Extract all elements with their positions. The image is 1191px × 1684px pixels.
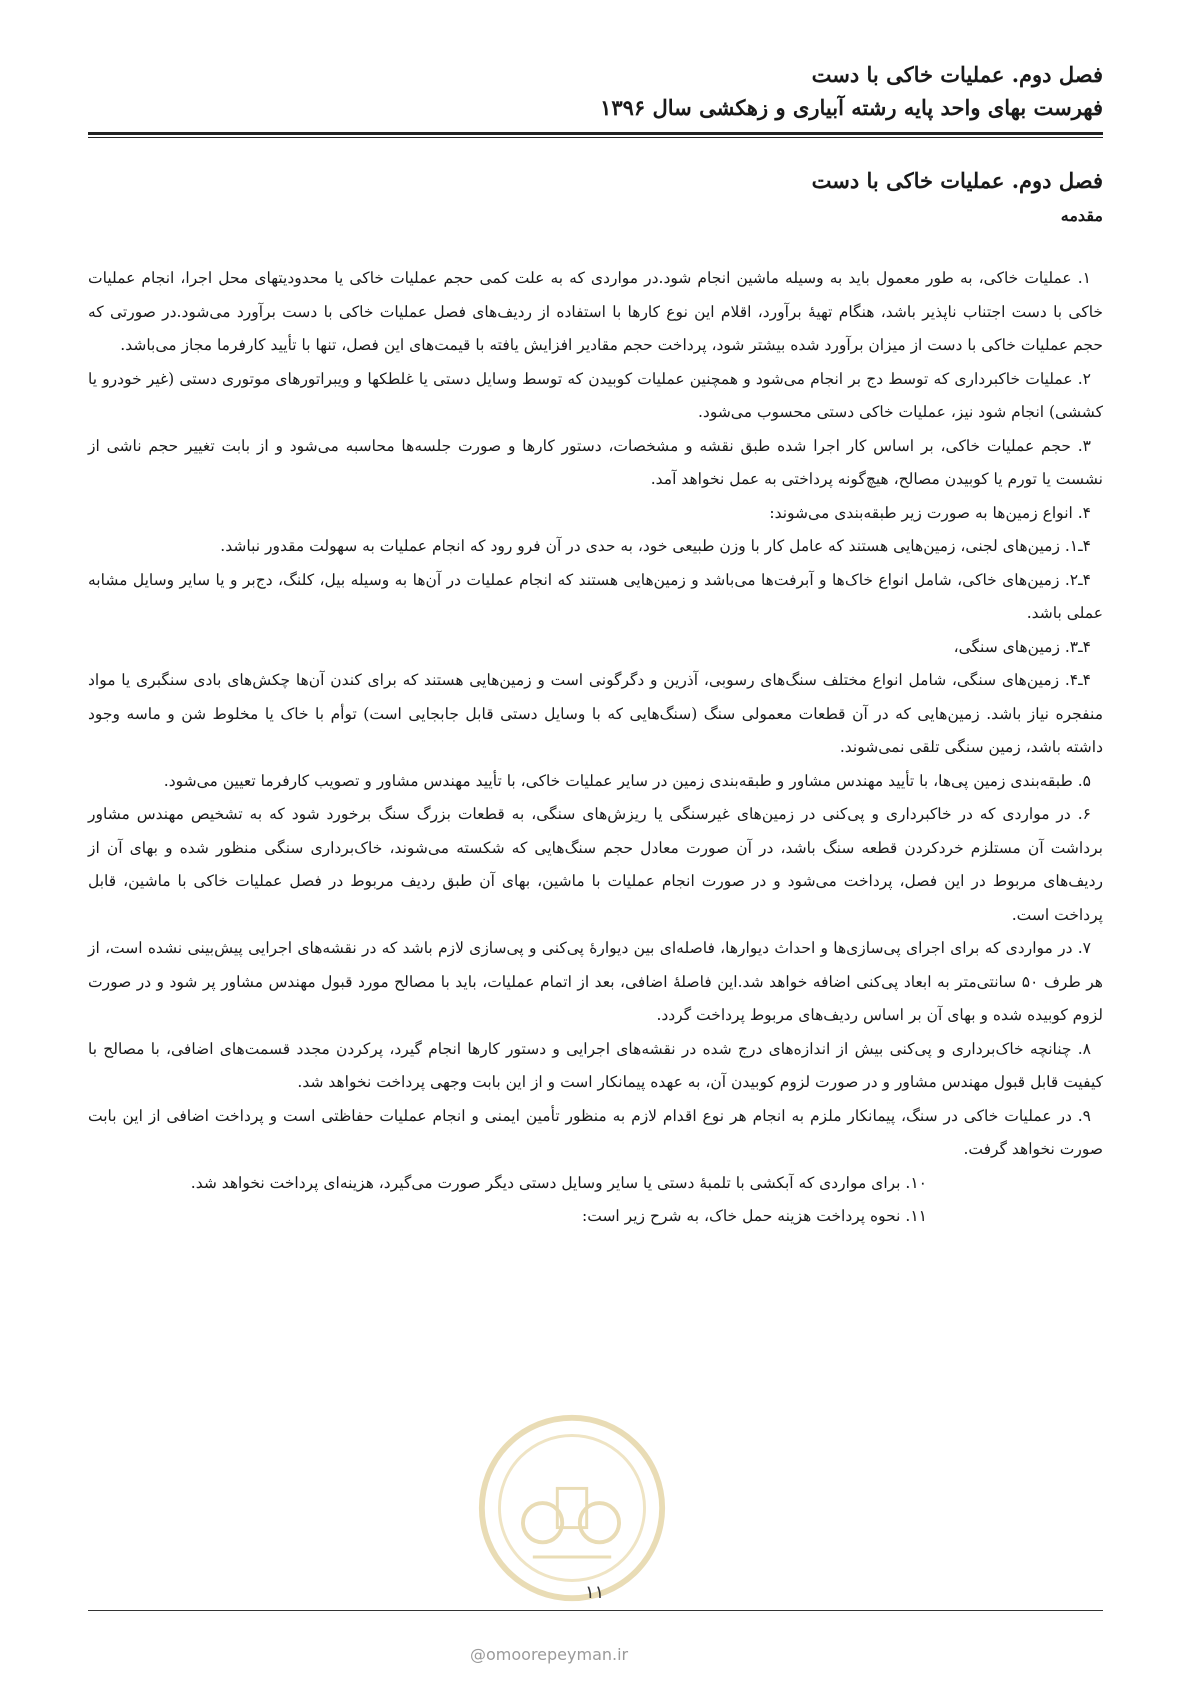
body-text: [88, 262, 1103, 1234]
paragraph: ۱۱. نحوه پرداخت هزینه حمل خاک، به شرح زیر است:: [582, 1207, 927, 1225]
section-subtitle: مقدمه: [1060, 206, 1103, 225]
header-chapter-title: فصل دوم. عملیات خاکی با دست: [811, 62, 1103, 87]
paragraph: ۹. در عملیات خاکی در سنگ، پیمانکار ملزم به انجام هر نوع اقدام لازم به منظور تأمین ایمنی و انجام عملیات حفاظتی است و پرداخت اضافی از این بابت صورت نخواهد گرفت.: [88, 1106, 1103, 1158]
paragraph: ۴ـ۳. زمین‌های سنگی،: [953, 637, 1091, 656]
watermark-logo-icon: [474, 1410, 670, 1606]
header-rule-thin: [88, 137, 1103, 138]
paragraph: ۲. عملیات خاکبرداری که توسط دج بر انجام می‌شود و همچنین عملیات کوبیدن که توسط وسایل دستی یا غلطکها و ویبراتورهای موتوری دستی (غیر خودرو یا کششی) انجام شود نیز، عملیات خاکی دستی محسوب می‌شود.: [88, 369, 1103, 421]
paragraph: ۴. انواع زمین‌ها به صورت زیر طبقه‌بندی می‌شوند:: [769, 503, 1091, 522]
watermark-site-text: @omoorepeyman.ir: [470, 1645, 629, 1664]
page-number: ۱۱: [585, 1582, 605, 1603]
section-title: فصل دوم. عملیات خاکی با دست: [811, 168, 1103, 193]
paragraph: ۶. در مواردی که در خاکبرداری و پی‌کنی در زمین‌های غیرسنگی یا ریزش‌های سنگی، به قطعات بزرگ سنگ برخورد شود که به تشخیص مهندس مشاور برداشت آن مستلزم خردکردن قطعه سنگ باشد، در آن صورت معادل حجم سنگ‌هایی که شکسته می‌شوند، خاک‌برداری سنگی منظور شده و بهای آن از ردیف‌های مربوط در این فصل، پرداخت می‌شود و در صورت انجام عملیات با ماشین، بهای آن طبق ردیف مربوط در فصل عملیات خاکی با ماشین، قابل پرداخت است.: [88, 805, 1103, 924]
paragraph: ۳. حجم عملیات خاکی، بر اساس کار اجرا شده طبق نقشه و مشخصات، دستور کارها و صورت جلسه‌ها محاسبه می‌شود و از بابت تغییر حجم ناشی از نشست یا تورم یا کوبیدن مصالح، هیچ‌گونه پرداختی به عمل نخواهد آمد.: [88, 436, 1103, 488]
paragraph: ۱. عملیات خاکی، به طور معمول باید به وسیله ماشین انجام شود.در مواردی که به علت کمی حجم عملیات خاکی یا محدودیتهای محل اجرا، انجام عملیات خاکی با دست اجتناب ناپذیر باشد، هنگام تهیهٔ برآورد، اقلام این نوع کارها با استفاده از ردیف‌های فصل عملیات خاکی با دست برآورد می‌شود.در صورتی که حجم عملیات خاکی با دست از میزان برآورد شده بیشتر شود، پرداخت حجم مقادیر افزایش یافته با قیمت‌های این فصل، تنها با تأیید کارفرما مجاز می‌باشد.: [88, 269, 1103, 354]
paragraph: ۷. در مواردی که برای اجرای پی‌سازی‌ها و احداث دیوارها، فاصله‌ای بین دیوارهٔ پی‌کنی و پی‌سازی لازم باشد که در نقشه‌های اجرایی پیش‌بینی نشده است، از هر طرف ۵۰ سانتی‌متر به ابعاد پی‌کنی اضافه خواهد شد.این فاصلهٔ اضافی، بعد از اتمام عملیات، باید با مصالح مورد قبول مهندس مشاور پر شود و در صورت لزوم کوبیده شده و بهای آن بر اساس ردیف‌های مربوط پرداخت گردد.: [88, 939, 1103, 1024]
footer-rule: [88, 1610, 1103, 1611]
header-document-title: فهرست بهای واحد پایه رشته آبیاری و زهکشی سال ۱۳۹۶: [600, 95, 1103, 120]
header-rule-thick: [88, 132, 1103, 135]
paragraph: ۸. چنانچه خاک‌برداری و پی‌کنی بیش از اندازه‌های درج شده در نقشه‌های اجرایی و دستور کارها انجام گیرد، پرکردن مجدد قسمت‌های اضافی، با مصالح با کیفیت قابل قبول مهندس مشاور و در صورت لزوم کوبیدن آن، به عهده پیمانکار است و از این بابت وجهی پرداخت نخواهد شد.: [88, 1039, 1103, 1091]
paragraph: ۴ـ۱. زمین‌های لجنی، زمین‌هایی هستند که عامل کار با وزن طبیعی خود، به حدی در آن فرو رود که انجام عملیات به سهولت مقدور نباشد.: [220, 537, 1091, 555]
paragraph: ۴ـ۲. زمین‌های خاکی، شامل انواع خاک‌ها و آبرفت‌ها می‌باشد و زمین‌هایی هستند که انجام عملیات در آن‌ها به وسیله بیل، کلنگ، دج‌بر و یا سایر وسایل مشابه عملی باشد.: [88, 570, 1103, 622]
paragraph: ۵. طبقه‌بندی زمین پی‌ها، با تأیید مهندس مشاور و طبقه‌بندی زمین در سایر عملیات خاکی، با تأیید مهندس مشاور و تصویب کارفرما تعیین می‌شود.: [163, 771, 1091, 790]
paragraph: ۴ـ۴. زمین‌های سنگی، شامل انواع مختلف سنگ‌های رسوبی، آذرین و دگرگونی است و زمین‌هایی هستند که برای کندن آن‌ها چکش‌های بادی سنگبری یا مواد منفجره نیاز باشد. زمین‌هایی که در آن قطعات معمولی سنگ (سنگ‌هایی که با وسایل دستی قابل جابجایی است) توأم با خاک یا مخلوط شن و ماسه وجود داشته باشد، زمین سنگی تلقی نمی‌شوند.: [88, 671, 1103, 756]
paragraph: ۱۰. برای مواردی که آبکشی با تلمبهٔ دستی یا سایر وسایل دستی دیگر صورت می‌گیرد، هزینه‌ای پرداخت نخواهد شد.: [190, 1173, 927, 1192]
